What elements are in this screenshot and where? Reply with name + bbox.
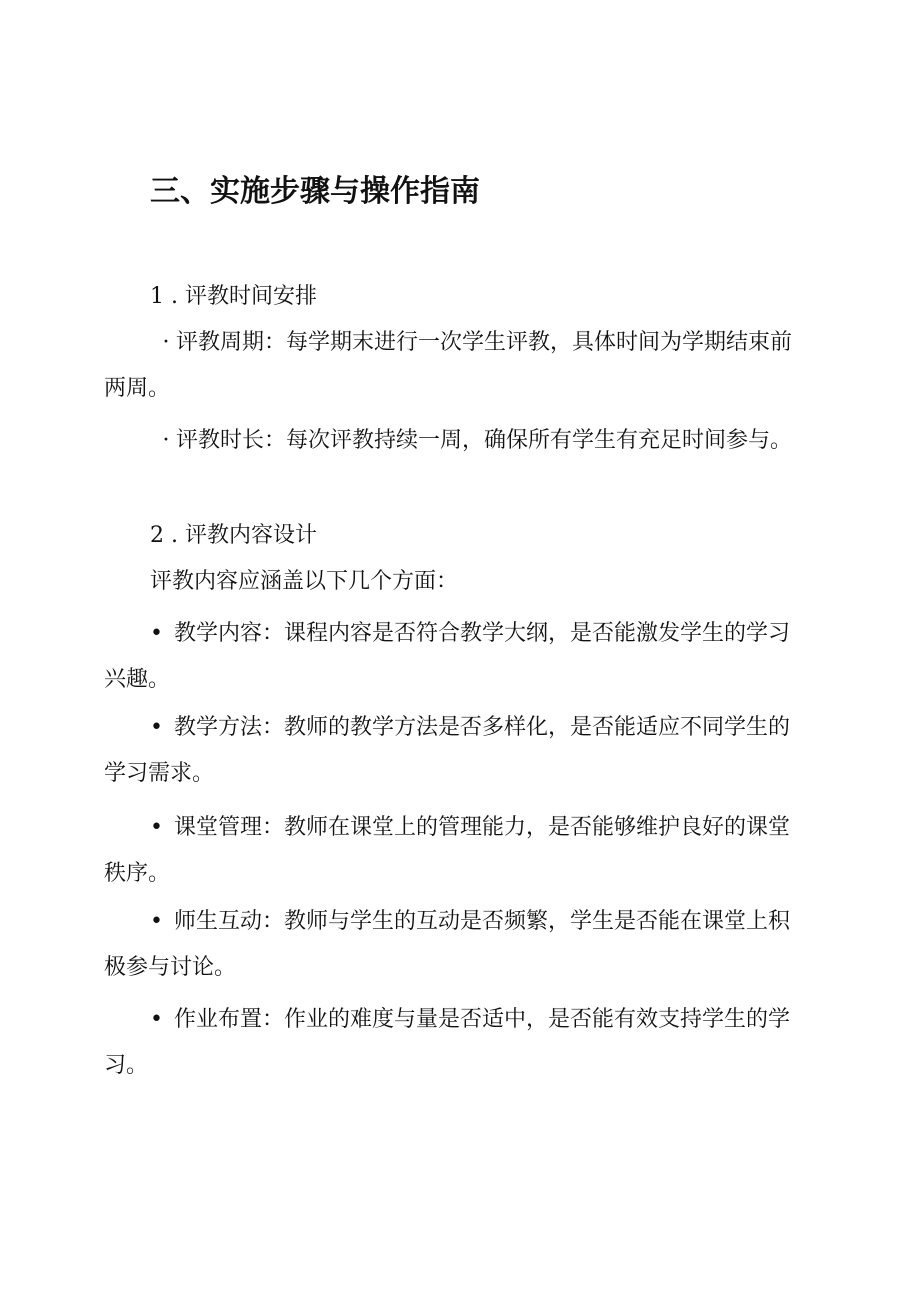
part1-item-2-text: 评教时长：每次评教持续一周，确保所有学生有充足时间参与。 <box>176 428 793 453</box>
part2-item-1-line2: 兴趣。 <box>104 667 171 692</box>
part1-item-1-line2: 两周。 <box>104 376 171 401</box>
bullet-icon: · <box>162 428 170 453</box>
bullet-icon: • <box>150 1007 163 1032</box>
bullet-icon: • <box>150 621 163 646</box>
part1-item-2-line1 <box>156 426 792 456</box>
section-title: 三、实施步骤与操作指南 <box>150 174 480 209</box>
part2-item-1-line1 <box>150 619 790 649</box>
part2-item-5-text: 作业布置：作业的难度与量是否适中，是否能有效支持学生的学 <box>174 1007 791 1032</box>
part1-heading: 1 . 评教时间安排 <box>150 284 317 309</box>
part2-item-2-line2: 学习需求。 <box>104 761 215 786</box>
part2-item-3-line2: 秩序。 <box>104 861 171 886</box>
part2-item-4-line1 <box>150 907 790 937</box>
bullet-icon: • <box>150 715 163 740</box>
part2-item-3-text: 课堂管理：教师在课堂上的管理能力，是否能够维护良好的课堂 <box>174 815 791 840</box>
part2-item-4-line2: 极参与讨论。 <box>104 955 237 980</box>
part1-item-1-line1 <box>156 328 792 358</box>
part2-intro: 评教内容应涵盖以下几个方面： <box>150 569 459 594</box>
part2-item-5-line2: 习。 <box>104 1053 149 1078</box>
bullet-icon: · <box>162 330 170 355</box>
part2-item-5-line1 <box>150 1005 790 1035</box>
part2-heading: 2 . 评教内容设计 <box>150 523 317 548</box>
bullet-icon: • <box>150 815 163 840</box>
part2-item-2-line1 <box>150 713 790 743</box>
part2-item-4-text: 师生互动：教师与学生的互动是否频繁，学生是否能在课堂上积 <box>174 909 791 934</box>
part1-item-1-text: 评教周期：每学期末进行一次学生评教，具体时间为学期结束前 <box>176 330 793 355</box>
part2-item-2-text: 教学方法：教师的教学方法是否多样化，是否能适应不同学生的 <box>174 715 791 740</box>
part2-item-1-text: 教学内容：课程内容是否符合教学大纲，是否能激发学生的学习 <box>174 621 791 646</box>
bullet-icon: • <box>150 909 163 934</box>
part2-item-3-line1 <box>150 813 790 843</box>
